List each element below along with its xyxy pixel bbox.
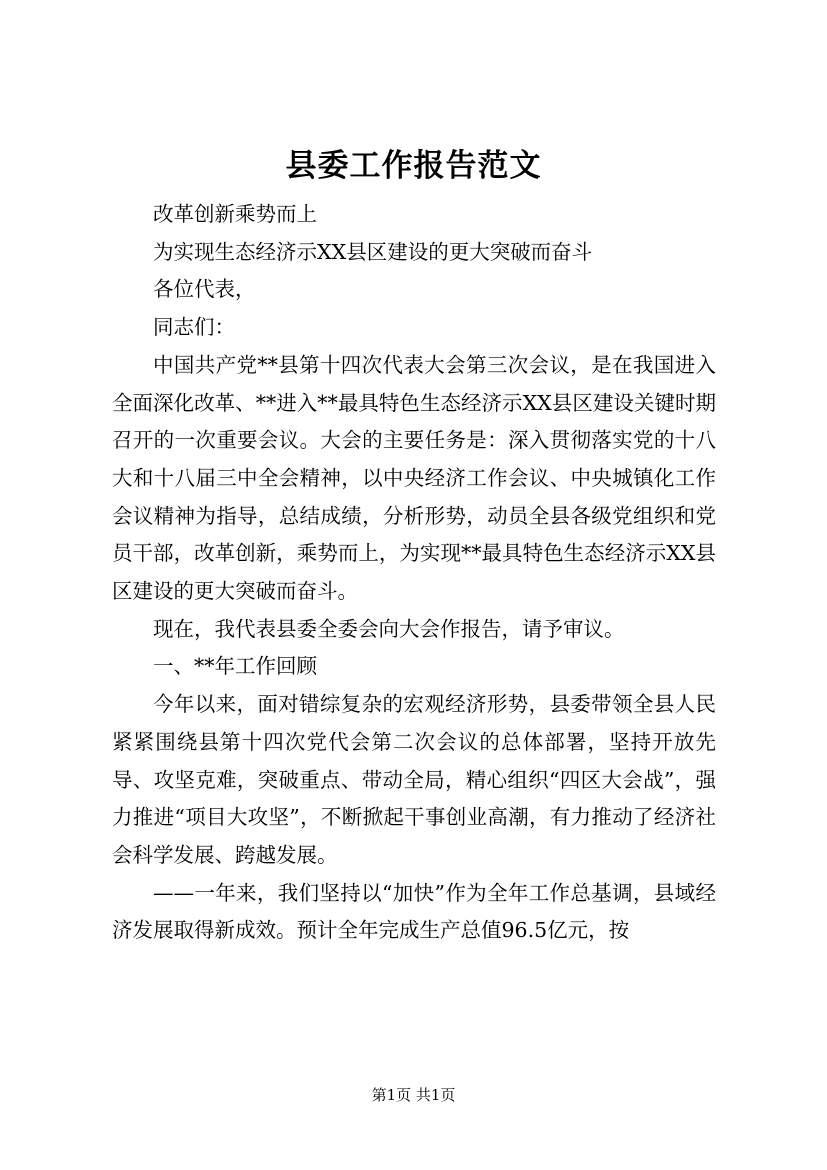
salutation: 各位代表，: [153, 277, 256, 302]
salutation: 同志们：: [153, 315, 235, 340]
body-paragraph: 今年以来，面对错综复杂的宏观经济形势，县委带领全县人民紧紧围绕县第十四次党代会第二次会议的总体部署，坚持开放先导、攻坚克难，突破重点、带动全局，精心组织“四区大会战”，强力推进“项目大攻坚”，不断掀起干事创业高潮，有力推动了经济社会科学发展、跨越发展。: [112, 692, 716, 867]
body-paragraph: 现在，我代表县委全委会向大会作报告，请予审议。: [153, 616, 625, 641]
subtitle-line: 改革创新乘势而上: [153, 202, 317, 226]
document-title: 县委工作报告范文: [285, 148, 542, 184]
body-paragraph: ——一年来，我们坚持以“加快”作为全年工作总基调，县域经济发展取得新成效。预计全年完成生产总值96.5亿元，按: [112, 880, 716, 943]
subtitle-line: 为实现生态经济示XX县区建设的更大突破而奋斗: [153, 239, 593, 264]
body-paragraph: 中国共产党**县第十四次代表大会第三次会议，是在我国进入全面深化改革、**进入**最具特色生态经济示XX县区建设关键时期召开的一次重要会议。大会的主要任务是：深入贯彻落实党的十八大和十八届三中全会精神，以中央经济工作会议、中央城镇化工作会议精神为指导，总结成绩，分析形势，动员全县各级党组织和党员干部，改革创新，乘势而上，为实现**最具特色生态经济示XX县区建设的更大突破而奋斗。: [112, 352, 716, 604]
page-footer: 第1页 共1页: [371, 1086, 456, 1104]
section-heading: 一、**年工作回顾: [153, 654, 317, 679]
document-body: [112, 196, 716, 950]
